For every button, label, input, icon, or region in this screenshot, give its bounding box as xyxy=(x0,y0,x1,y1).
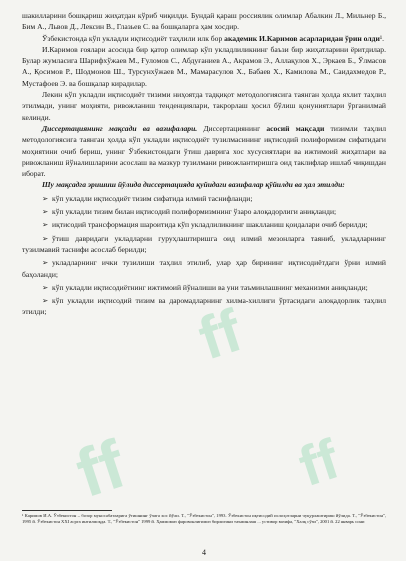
paragraph-tasks-intro: Шу мақсадга эришиш йўлида диссертацияда қуйидаги вазифалар қўйилди ва ҳал этилди: xyxy=(42,180,345,190)
watermark-logo: ff xyxy=(291,426,347,499)
arrow-bullet-icon: ➢ xyxy=(42,193,49,203)
list-item xyxy=(22,282,386,293)
page-number: 4 xyxy=(202,548,206,557)
arrow-bullet-icon: ➢ xyxy=(42,207,49,217)
list-item xyxy=(22,193,386,204)
list-item-text: кўп укладли иқтисодий тизим ва даромадларнинг хилма-хиллиги ўртасидаги алоқадорлик таҳлил этилди; xyxy=(22,296,386,317)
emphasis-text: академик И.Каримов асарларидан ўрин олди xyxy=(224,33,380,43)
list-item xyxy=(22,257,386,280)
document-page xyxy=(22,10,386,555)
watermark-logo: ff xyxy=(190,296,250,373)
footnote-divider xyxy=(22,510,112,511)
list-item-text: кўп укладли иқтисодиёт тизим сифатида илмий таснифланди; xyxy=(52,193,253,203)
list-item-text: ўтиш давридаги укладларни гуруҳлаштиришга оид илмий мезонларга таяниб, укладларнинг тузилмавий таснифи асослаб берилди; xyxy=(22,233,386,254)
arrow-bullet-icon: ➢ xyxy=(42,258,49,268)
paragraph-scholars: И.Каримов ғоялари асосида бир қатор олимлар кўп укладлиликнинг баъзи бир жиҳатларини ёритдилар. Булар жумласига Шарифхўжаев М., Ғуломов С., Абдуғаниев А., Акрамов Э., Аллақулов Х., Эркаев Б., Ўлмасов А., Қосимов Р., Шодмонов Ш., Турсунхўжаев М., Мамарасулов Х., Бабаев Х., Камилова М., Саидахмедов Р., Мустафоев Э. ва бошқалар кирадилар. xyxy=(22,44,386,88)
list-item xyxy=(22,206,386,217)
arrow-bullet-icon: ➢ xyxy=(42,296,49,306)
list-item xyxy=(22,295,386,318)
paragraph-intro: шакилларини бошқариш жиҳатдан кўриб чиқилди. Бундай қараш россиялик олимлар Абалкин Л., Мильнер Б., Бим А., Львов Д., Лексин В., Глазьев С. ва бошқаларга ҳам хосдир. xyxy=(22,11,386,32)
list-item-text: кўп укладли иқтисодиётнинг ижтимоий йўналиши ва уни таъминлашнинг механизми аниқланди; xyxy=(52,282,368,292)
karimov-first-text: Ўзбекистонда кўп укладли иқтисодиёт таҳлили илк бор академик И.Каримов асарларидан ўрин олди¹. xyxy=(42,33,385,43)
list-item xyxy=(22,219,386,230)
arrow-bullet-icon: ➢ xyxy=(42,220,49,230)
arrow-bullet-icon: ➢ xyxy=(42,282,49,292)
task-list xyxy=(22,193,386,318)
list-item-text: кўп укладли тизим билан иқтисодий полиформизмнинг ўзаро алоқадорлиги аниқланди; xyxy=(52,207,337,217)
paragraph-research-gap: Лекин кўп укладли иқтисодиёт тизими ниҳоятда тадқиқот методологиясига таянган ҳолда яхлит таҳлил этилмади, унинг моҳияти, ривожланиш тенденциялари, такрорлаш ҳосил бўлиш қонуниятлари ўрганилмай келинди. xyxy=(22,90,386,122)
list-item xyxy=(22,233,386,256)
list-item-text: укладларнинг ички тузилиши таҳлил этилиб, улар ҳар бирининг иқтисодиётдаги ўрни илмий баҳоланди; xyxy=(22,258,386,279)
emphasis-text: асосий мақсади xyxy=(266,123,325,133)
section-heading: Диссертациянинг мақсади ва вазифалари. xyxy=(42,123,198,133)
watermark-logo: ff xyxy=(67,425,134,513)
list-item-text: иқтисодий трансформация шароитида кўп укладлиликнинг шаклланиш қоидалари очиб берилди; xyxy=(52,220,368,230)
paragraph-goal: Диссертациянинг мақсади ва вазифалари. Диссертациянинг асосий мақсади тизимли таҳлил методологиясига таянган ҳолда кўп укладли иқтисодиёт тузилмасининг иқтисодий полиформизм сифатидаги моҳиятини очиб бериш, унинг Ўзбекистондаги ўтиш даврига хос хусусиятлари ва ижтимоий жиҳатлари ва ривожланиш йўналишларини асослаш ва мазкур тузилмани ривожлантиришга оид таклифлар ишлаб чиқишдан иборат. xyxy=(22,123,386,179)
arrow-bullet-icon: ➢ xyxy=(42,233,49,243)
footnote: ¹ Каримов И.А. Ўзбекистон – бозор муносабатларига ўтишнинг ўзига хос йўли. Т., "Ўзбекистон", 1993. Ўзбекистон иқтисодий ислоҳотларни чуқурлаштириш йўлида. Т., "Ўзбекистон", 1995 й. Ўзбекистон XXI асрга интилмоқда. Т., "Ўзбекистон" 1999 й. Ҳаммомиз фаровонлигимиз бирлигини таъминлаш ... устивор вазифа, "Халқ сўзи", 2001 й. 22 январь сони xyxy=(22,513,386,525)
paragraph-karimov-first xyxy=(22,33,386,44)
